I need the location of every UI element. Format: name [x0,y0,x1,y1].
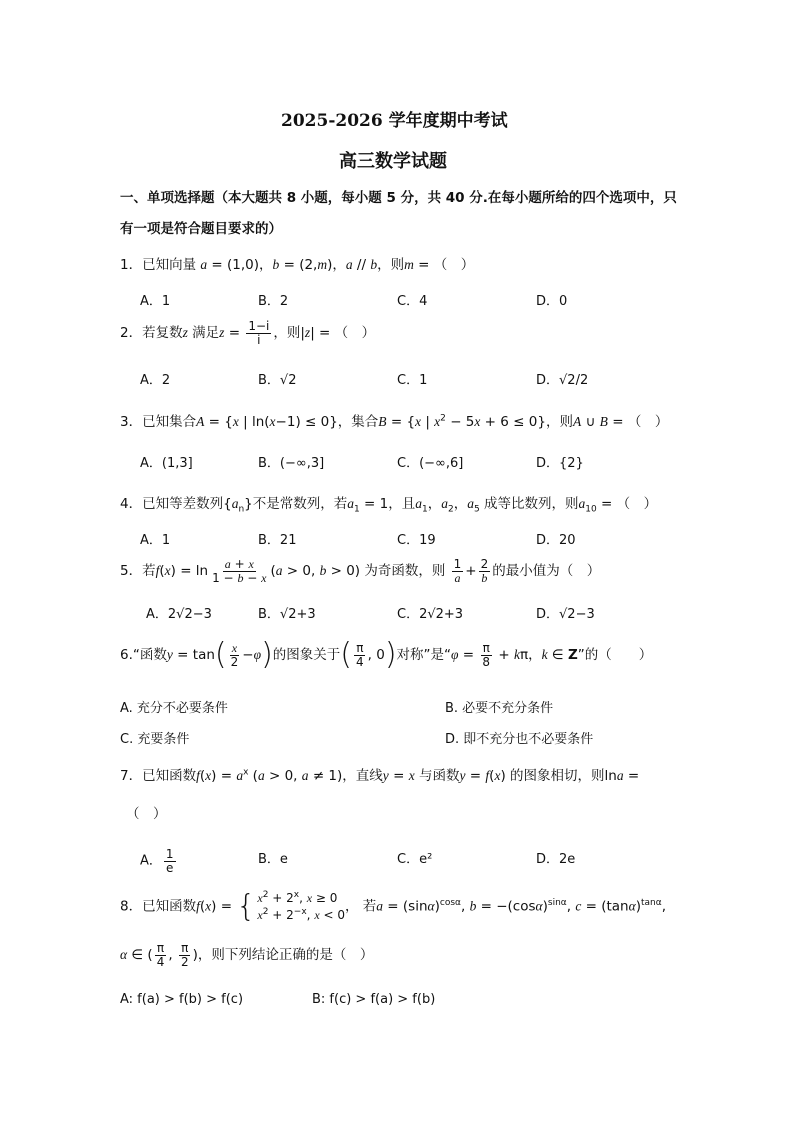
option-a[interactable]: A．2√2−3 [146,607,212,622]
option-b[interactable]: B．√2+3 [258,607,316,622]
option-a[interactable]: A．1 [140,294,171,309]
option-a[interactable]: A．(1,3] [140,456,193,471]
question-number: 5． [120,563,143,580]
option-b[interactable]: B．e [258,852,288,867]
question-7: 7．已知函数$f(x) = a^x$ (a > 0, a ≠ 1)，直线y = x 与函数y = f(x) 的图象相切，则lna = [120,767,640,784]
option-c[interactable]: C．e² [397,852,433,867]
question-4: 4．已知等差数列$\{a_n\}$不是常数列，若$a_1 = 1$，且$a_1$，$a_2$，$a_5$ 成等比数列，则$a_{10}$ = （ ） [120,496,658,515]
option-c[interactable]: C．4 [397,294,428,309]
option-a[interactable]: A. 充分不必要条件 [120,701,228,716]
question-number: 3． [120,414,143,430]
option-b[interactable]: B．(−∞,3] [258,456,325,471]
question-8-cont: α ∈ ( $\frac{\pi}{4}$ , $\frac{\pi}{2}$ )，则下列结论正确的是（ ） [120,941,374,969]
page-subtitle: 高三数学试题 [339,151,447,172]
question-8: 8．已知函数f(x) = { $x^2 + 2^x$, x ≥ 0 $x^2 + 2^{-x}$, x < 0 ， 若$a = (\sin\alpha)^{cos\alpha}$, $b = -(\cos\alpha)^{sin\alpha}$, $c = (\tan\alpha)^{tan\alpha}$, [120,888,666,924]
option-c[interactable]: C．(−∞,6] [397,456,464,471]
question-number: 2． [120,325,143,342]
option-a[interactable]: A: f(a) > f(b) > f(c) [120,992,244,1007]
option-d[interactable]: D．√2/2 [536,373,589,388]
question-number: 6. [120,647,133,663]
option-b[interactable]: B．2 [258,294,289,309]
question-5: 5．若f(x) = ln $\frac{a + x}{1 - b - x}$ (a > 0, b > 0) 为奇函数，则 $\frac{1}{a}$ + $\frac{2}{b}$ 的最小值为（ ） [120,557,601,585]
option-d[interactable]: D．0 [536,294,568,309]
option-d[interactable]: D．{2} [536,456,584,471]
option-d[interactable]: D．2e [536,852,576,867]
option-b[interactable]: B．21 [258,533,297,548]
option-d[interactable]: D．20 [536,533,576,548]
question-number: 8． [120,898,143,915]
option-b[interactable]: B: f(c) > f(a) > f(b) [312,992,436,1007]
option-a[interactable]: A．2 [140,373,171,388]
question-1: 1．已知向量 a = (1,0)，b = (2,m)，a // b，则m = （ ） [120,257,475,273]
section-heading-line1: 一、单项选择题（本大题共 8 小题，每小题 5 分，共 40 分.在每小题所给的四个选项中，只 [120,190,677,206]
option-c[interactable]: C．2√2+3 [397,607,464,622]
option-b[interactable]: B．√2 [258,373,297,388]
option-a[interactable]: A． $\frac{1}{e}$ [140,847,174,875]
section-heading-line2: 有一项是符合题目要求的） [120,221,282,237]
option-c[interactable]: C．19 [397,533,436,548]
option-d[interactable]: D. 即不充分也不必要条件 [445,732,594,747]
option-b[interactable]: B. 必要不充分条件 [445,701,554,716]
question-6: 6.“函数y = tan( $\frac{x}{2}$ −φ)的图象关于( $\frac{\pi}{4}$ , 0)对称”是“φ = $\frac{\pi}{8}$ + kπ，k ∈ Z”的（ ） [120,637,653,672]
page-title: 2025-2026 学年度期中考试 [281,111,508,131]
question-2: 2．若复数z 满足z = $\frac{1-i}{i}$ ，则|z| = （ ） [120,319,376,347]
question-number: 7． [120,768,143,784]
option-c[interactable]: C. 充要条件 [120,732,190,747]
option-c[interactable]: C．1 [397,373,428,388]
option-a[interactable]: A．1 [140,533,171,548]
option-d[interactable]: D．√2−3 [536,607,595,622]
question-number: 4． [120,496,143,512]
question-3: 3．已知集合A = {x | ln(x−1) ≤ 0}，集合B = {x | $x^2 - 5x + 6 \le 0$}，则A ∪ B = （ ） [120,413,669,430]
question-number: 1． [120,257,143,273]
question-7-paren: （ ） [126,806,167,822]
